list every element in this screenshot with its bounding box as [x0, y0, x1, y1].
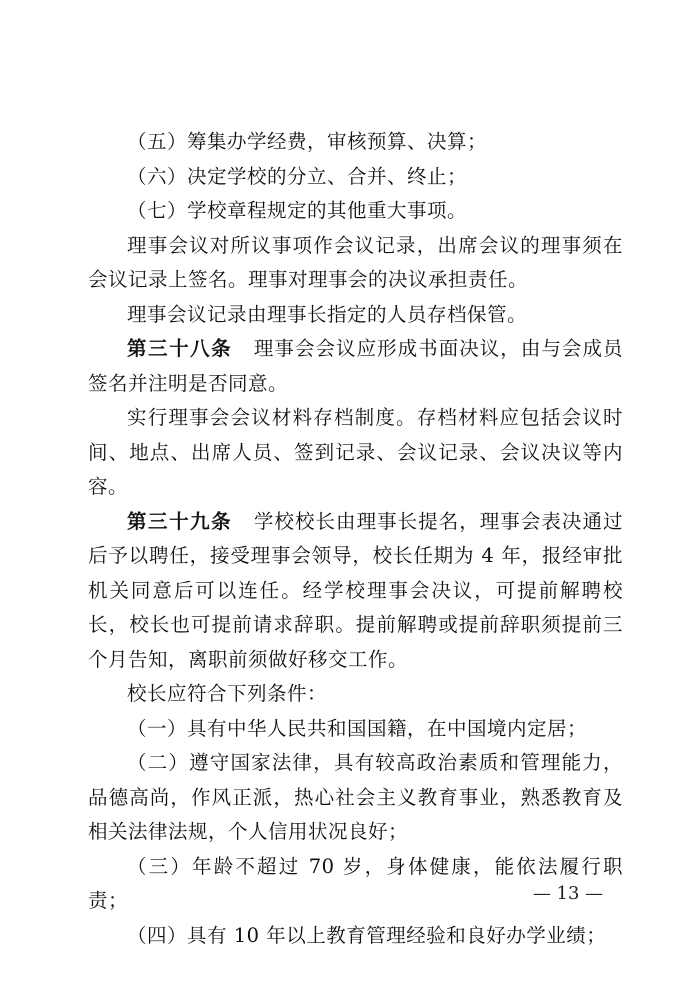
body-text — [88, 125, 623, 953]
paragraph: 校长应符合下列条件： — [127, 682, 328, 705]
paragraph: 理事会议对所议事项作会议记录，出席会议的理事须在会议记录上签名。理事对理事会的决议承担责任。 — [88, 233, 623, 291]
paragraph: 实行理事会会议材料存档制度。存档材料应包括会议时间、地点、出席人员、签到记录、会议记录、会议决议等内容。 — [88, 406, 623, 498]
paragraph: （一）具有中华人民共和国国籍，在中国境内定居； — [127, 716, 588, 740]
article-title: 第三十八条 — [127, 337, 233, 360]
paragraph: （五）筹集办学经费，审核预算、决算； — [127, 130, 488, 153]
article-38-paragraph: 第三十八条 理事会会议应形成书面决议，由与会成员签名并注明是否同意。 — [88, 337, 623, 395]
page-number: — 13 — — [532, 883, 604, 904]
paragraph: （四）具有 10 年以上教育管理经验和良好办学业绩； — [127, 923, 607, 947]
paragraph: （六）决定学校的分立、合并、终止； — [127, 164, 468, 188]
paragraph: （七）学校章程规定的其他重大事项。 — [127, 199, 468, 222]
article-title: 第三十九条 — [127, 509, 233, 533]
article-39-paragraph: 第三十九条 学校校长由理事长提名，理事会表决通过后予以聘任，接受理事会领导，校长任期为 4 年，报经审批机关同意后可以连任。经学校理事会决议，可提前解聘校长，校长也可提前请求辞职。提前解聘或提前辞职须提前三个月告知，离职前须做好移交工作。 — [88, 509, 623, 671]
paragraph: （三）年龄不超过 70 岁，身体健康，能依法履行职责； — [88, 854, 623, 912]
paragraph: （二）遵守国家法律，具有较高政治素质和管理能力，品德高尚，作风正派，热心社会主义教育事业，熟悉教育及相关法律法规，个人信用状况良好； — [88, 751, 623, 843]
paragraph: 理事会议记录由理事长指定的人员存档保管。 — [127, 302, 528, 326]
